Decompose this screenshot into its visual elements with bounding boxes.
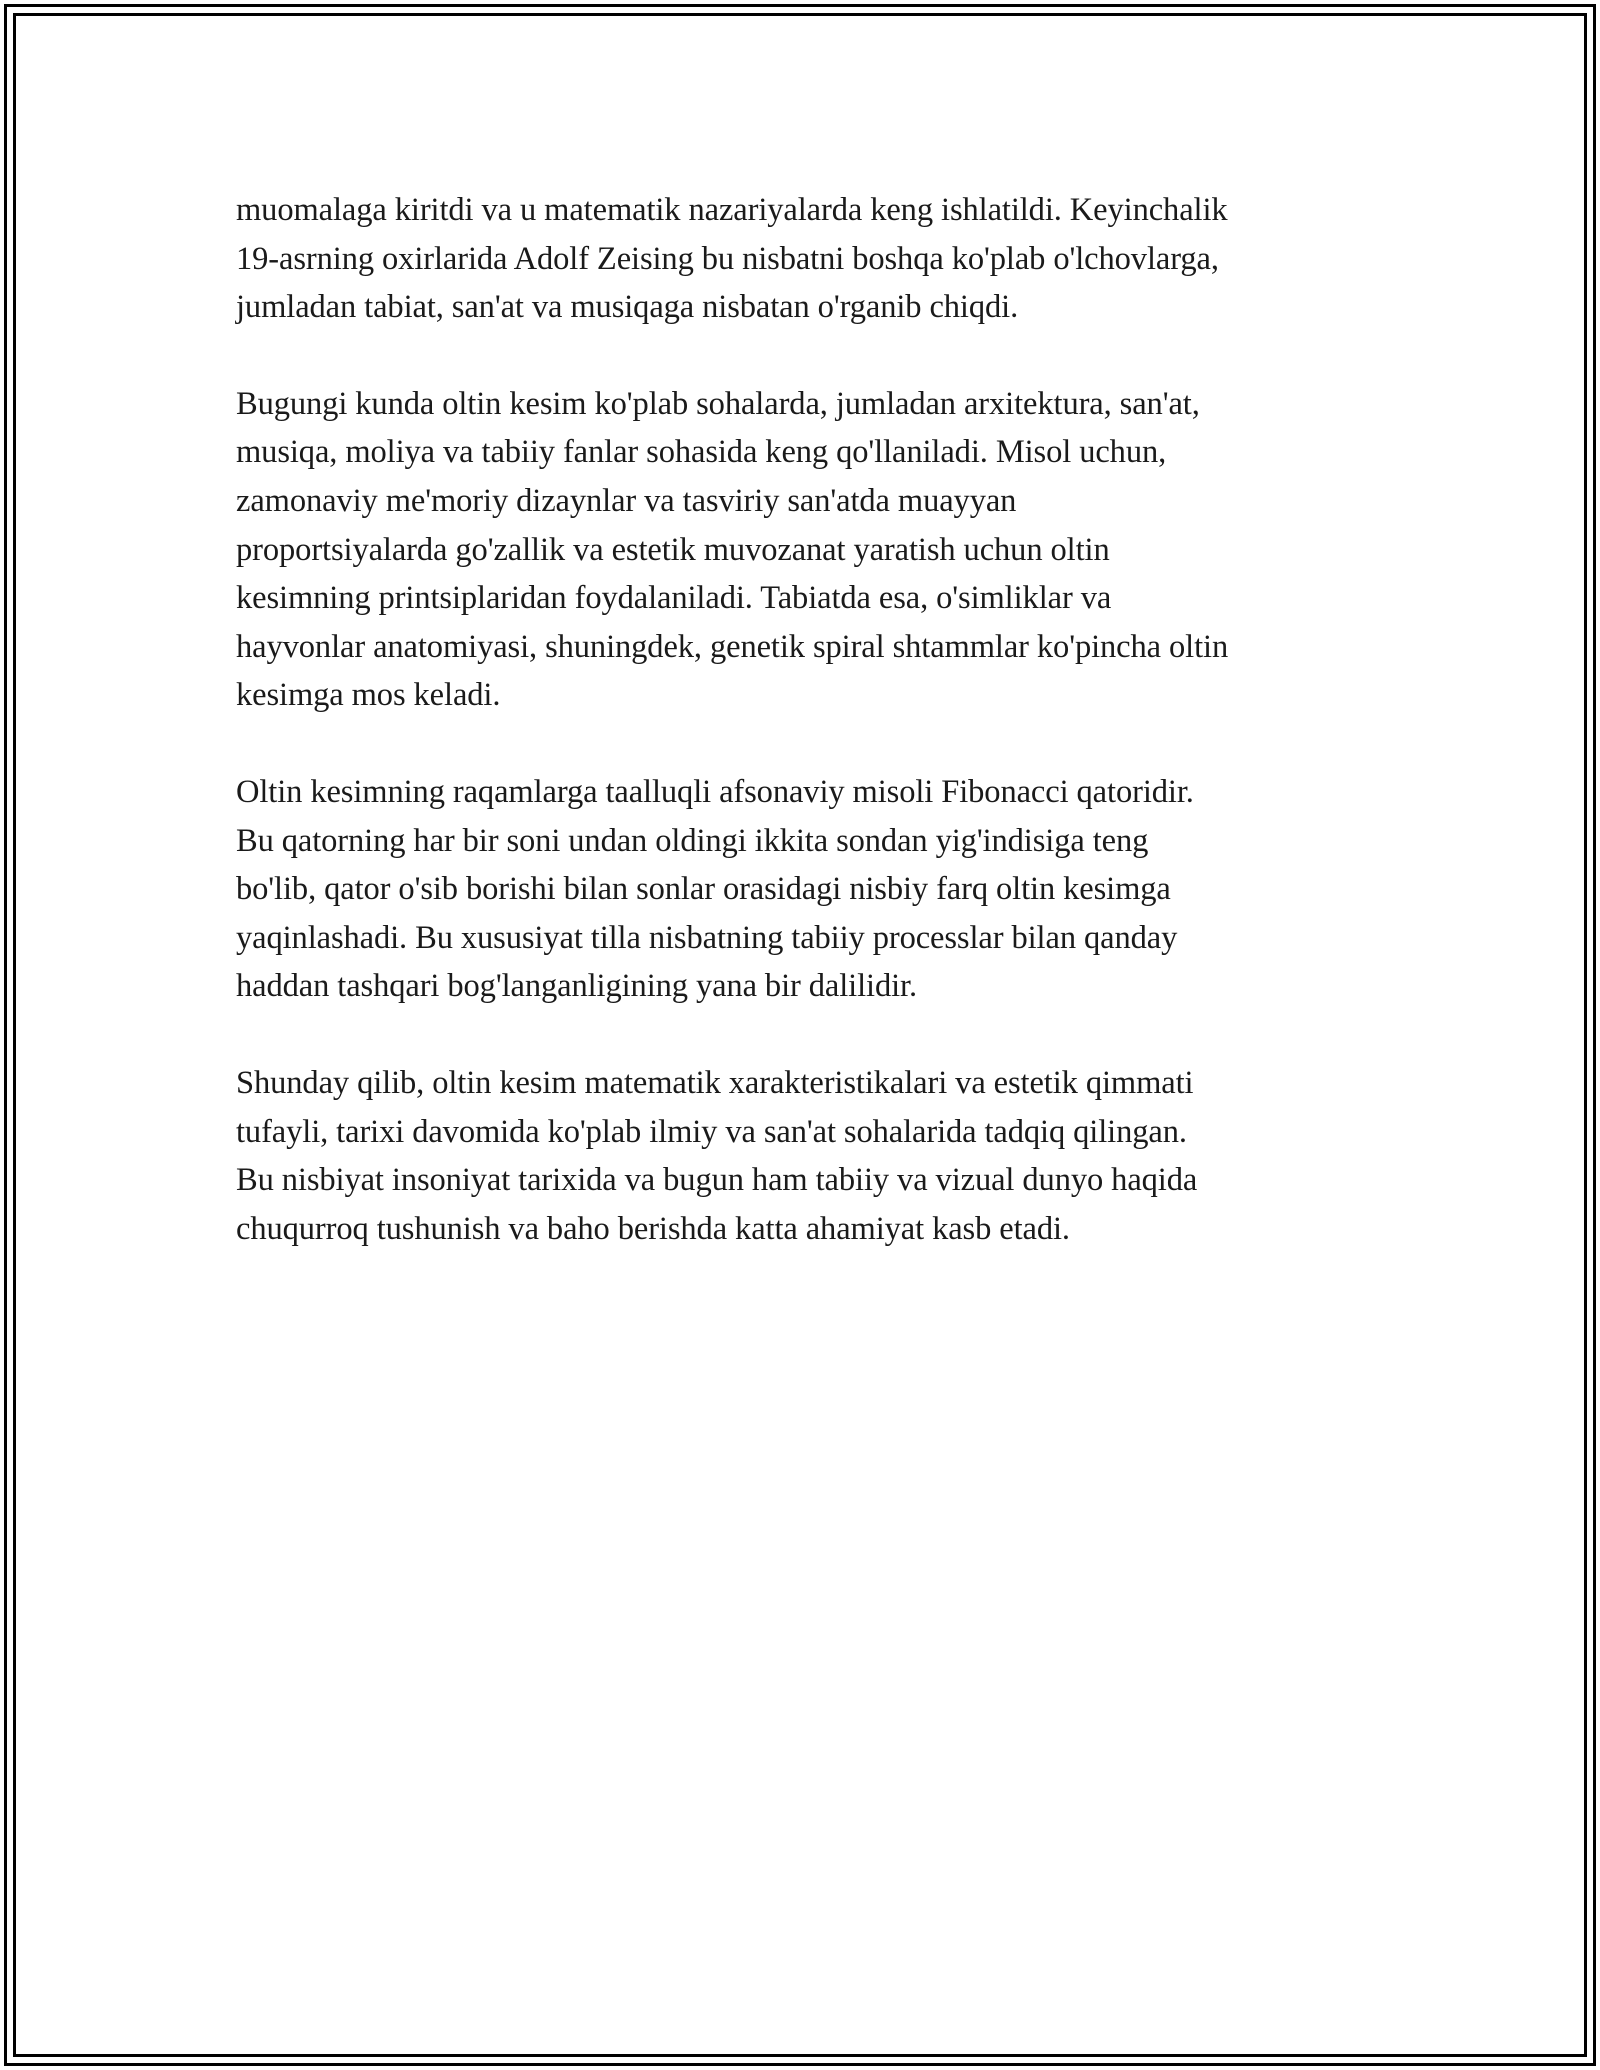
paragraph-4 bbox=[236, 1059, 1376, 1253]
paragraph-1 bbox=[236, 186, 1376, 332]
text-line: haddan tashqari bog'langanligining yana bir dalilidir. bbox=[236, 968, 917, 1005]
text-line: bo'lib, qator o'sib borishi bilan sonlar orasidagi nisbiy farq oltin kesimga bbox=[236, 871, 1171, 908]
text-line: zamonaviy me'moriy dizaynlar va tasviriy san'atda muayyan bbox=[236, 482, 1017, 519]
text-line: tufayli, tarixi davomida ko'plab ilmiy va san'at sohalarida tadqiq qilingan. bbox=[236, 1113, 1187, 1150]
text-line: kesimga mos keladi. bbox=[236, 677, 501, 714]
text-line: 19-asrning oxirlarida Adolf Zeising bu nisbatni boshqa ko'plab o'lchovlarga, bbox=[236, 240, 1219, 277]
paragraph-3 bbox=[236, 768, 1376, 1011]
text-line: Bugungi kunda oltin kesim ko'plab sohalarda, jumladan arxitektura, san'at, bbox=[236, 385, 1200, 422]
text-line: chuqurroq tushunish va baho berishda katta ahamiyat kasb etadi. bbox=[236, 1210, 1070, 1247]
text-line: yaqinlashadi. Bu xususiyat tilla nisbatning tabiiy processlar bilan qanday bbox=[236, 919, 1178, 956]
text-line: hayvonlar anatomiyasi, shuningdek, genetik spiral shtammlar ko'pincha oltin bbox=[236, 628, 1229, 665]
text-line: Shunday qilib, oltin kesim matematik xarakteristikalari va estetik qimmati bbox=[236, 1064, 1194, 1101]
paragraph-2 bbox=[236, 380, 1376, 720]
text-line: musiqa, moliya va tabiiy fanlar sohasida keng qo'llaniladi. Misol uchun, bbox=[236, 434, 1167, 471]
text-line: kesimning printsiplaridan foydalaniladi. Tabiatda esa, o'simliklar va bbox=[236, 580, 1112, 617]
text-line: Bu nisbiyat insoniyat tarixida va bugun ham tabiiy va vizual dunyo haqida bbox=[236, 1162, 1198, 1199]
text-line: proportsiyalarda go'zallik va estetik muvozanat yaratish uchun oltin bbox=[236, 531, 1110, 568]
document-body bbox=[236, 186, 1376, 1301]
text-line: Bu qatorning har bir soni undan oldingi ikkita sondan yig'indisiga teng bbox=[236, 822, 1149, 859]
text-line: muomalaga kiritdi va u matematik nazariyalarda keng ishlatildi. Keyinchalik bbox=[236, 192, 1228, 228]
text-line: Oltin kesimning raqamlarga taalluqli afsonaviy misoli Fibonacci qatoridir. bbox=[236, 773, 1194, 810]
text-line: jumladan tabiat, san'at va musiqaga nisbatan o'rganib chiqdi. bbox=[236, 289, 1019, 326]
